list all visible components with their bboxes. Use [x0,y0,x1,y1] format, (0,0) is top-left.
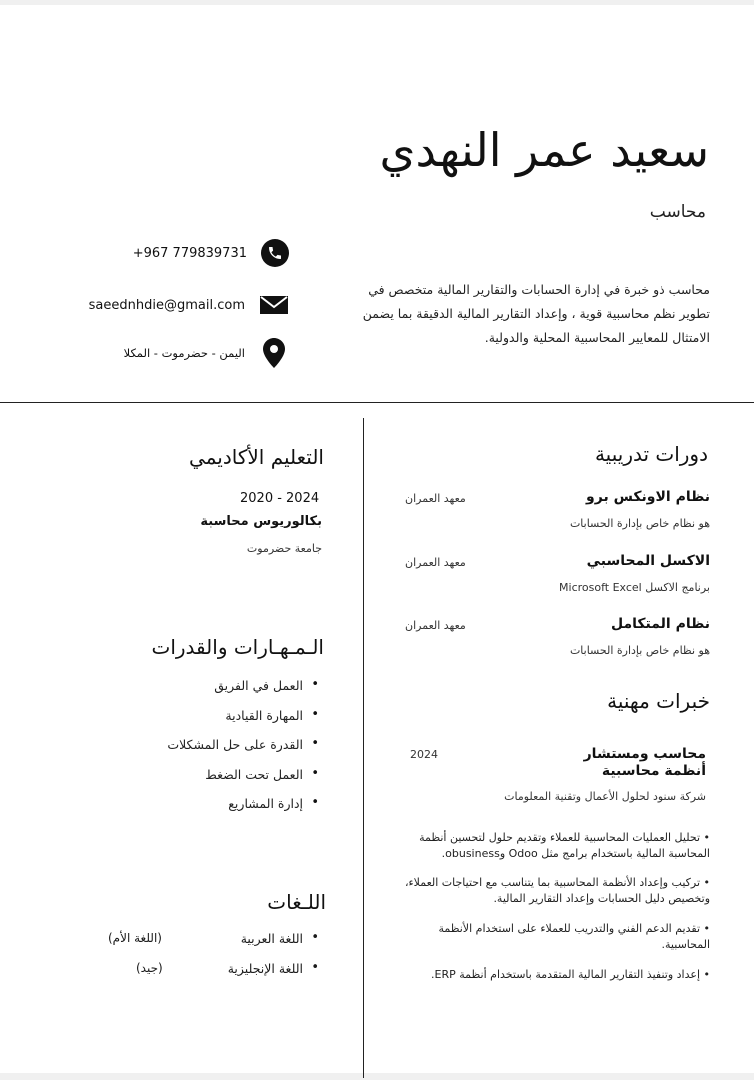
skill-item: • العمل في الفريق [167,678,321,708]
experience-task: • تقديم الدعم الفني والتدريب للعملاء على استخدام الأنظمة المحاسبية. [438,922,710,951]
experience-year: 2024 [410,748,438,761]
contact-email-row [0,289,289,321]
language-row [100,931,321,961]
languages-heading: اللـغات [267,890,326,914]
course-name: الاكسل المحاسبي [586,553,710,569]
education-years: 2020 - 2024 [240,491,320,506]
languages-list [100,931,321,991]
skills-list [167,678,321,826]
vertical-divider [363,418,364,1078]
university: جامعة حضرموت [246,542,322,555]
education-heading: التعليم الأكاديمي [189,445,324,469]
role-line-1: محاسب ومستشار [583,746,706,762]
person-name: سعيد عمر النهدي [379,123,709,177]
company-name: شركة سنود لحلول الأعمال وتقنية المعلومات [504,790,706,803]
courses-heading: دورات تدريبية [594,442,708,466]
role-line-2: أنظمة محاسبية [601,763,706,779]
language-row [100,961,321,991]
course-institute: معهد العمران [405,556,466,569]
skills-heading: الـمـهـارات والقدرات [151,635,324,659]
experience-heading: خبرات مهنية [607,689,710,713]
course-description: برنامج الاكسل Microsoft Excel [559,581,710,594]
experience-task: • تركيب وإعداد الأنظمة المحاسبية بما يتناسب مع احتياجات العملاء، وتخصيص دليل الحسابات وإعداد التقارير المالية. [404,876,710,905]
language-level: (جيد) [136,961,163,975]
profile-summary: محاسب ذو خبرة في إدارة الحسابات والتقارير المالية متخصص في تطوير نظم محاسبية قوية ، وإعداد التقارير المالية الدقيقة بما يضمن الامتثال للمعايير المحاسبية المحلية والدولية. [362,282,710,345]
course-name: نظام المتكامل [610,616,710,632]
experience-task: • تحليل العمليات المحاسبية للعملاء وتقديم حلول لتحسين أنظمة المحاسبة المالية باستخدام برامج مثل Odoo وobusiness. [419,831,710,860]
contact-phone-row [0,237,289,269]
contact-block [0,237,289,369]
language-level: (اللغة الأم) [108,931,162,945]
skill-item: • المهارة القيادية [167,708,321,738]
location-pin-icon [259,338,289,368]
language-name: اللغة الإنجليزية [227,961,303,976]
phone-icon [261,239,289,267]
course-description: هو نظام خاص بإدارة الحسابات [569,644,710,657]
skill-item: • إدارة المشاريع [167,796,321,826]
course-name: نظام الاونكس برو [586,489,710,505]
experience-task: • إعداد وتنفيذ التقارير المالية المتقدمة باستخدام أنظمة ERP. [431,968,710,981]
resume-page [0,5,754,1073]
course-description: هو نظام خاص بإدارة الحسابات [569,517,710,530]
skill-item: • العمل تحت الضغط [167,767,321,797]
bullet-icon: • [311,930,319,945]
job-title: محاسب [649,202,706,222]
language-name: اللغة العربية [240,931,303,946]
course-institute: معهد العمران [405,492,466,505]
location-text: اليمن - حضرموت - المكلا [123,346,245,360]
contact-location-row [0,337,289,369]
degree: بكالوريوس محاسبة [200,514,322,529]
course-institute: معهد العمران [405,619,466,632]
bullet-icon: • [311,960,319,975]
skill-item: • القدرة على حل المشكلات [167,737,321,767]
phone-number[interactable]: +967 779839731 [132,245,247,261]
mail-icon [259,295,289,315]
email-address[interactable]: saeednhdie@gmail.com [88,297,245,313]
horizontal-divider [0,402,754,403]
